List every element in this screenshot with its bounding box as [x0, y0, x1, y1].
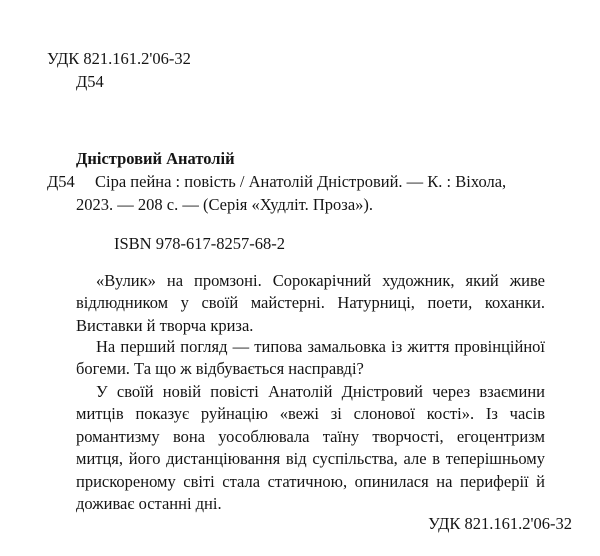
code-top: Д54: [76, 72, 104, 91]
isbn: ISBN 978-617-8257-68-2: [114, 234, 285, 253]
annotation-paragraph-3: У своїй новій повісті Анатолій Дністровий через взаємини митців показує руйнацію «вежі зі слонової кості». Із часів романтизму вона уособлювала таїну творчості, егоцентризм митця, його дистанціювання від суспільства, але в теперішньому прискореному світі стала статичною, опинилася на периферії й доживає останні дні.: [76, 382, 545, 514]
udk-top: УДК 821.161.2'06-32: [47, 49, 191, 68]
udk-bottom: УДК 821.161.2'06-32: [428, 514, 572, 533]
bibliographic-line-2: 2023. — 208 с. — (Серія «Худліт. Проза»).: [76, 195, 374, 214]
author-name: Дністровий Анатолій: [76, 149, 235, 168]
annotation-paragraph-2: На перший погляд — типова замальовка із життя провінційної богеми. Та що ж відбувається насправді?: [76, 337, 545, 379]
catalog-code: Д54: [47, 172, 75, 191]
annotation-paragraph-1: «Вулик» на промзоні. Сорокарічний художник, який живе відлюдником у своїй майстерні. Натурниці, поети, коханки. Виставки й творча криза.: [76, 271, 545, 335]
bibliographic-line-1: Сіра пейна : повість / Анатолій Дністровий. — К. : Віхола,: [95, 172, 507, 191]
